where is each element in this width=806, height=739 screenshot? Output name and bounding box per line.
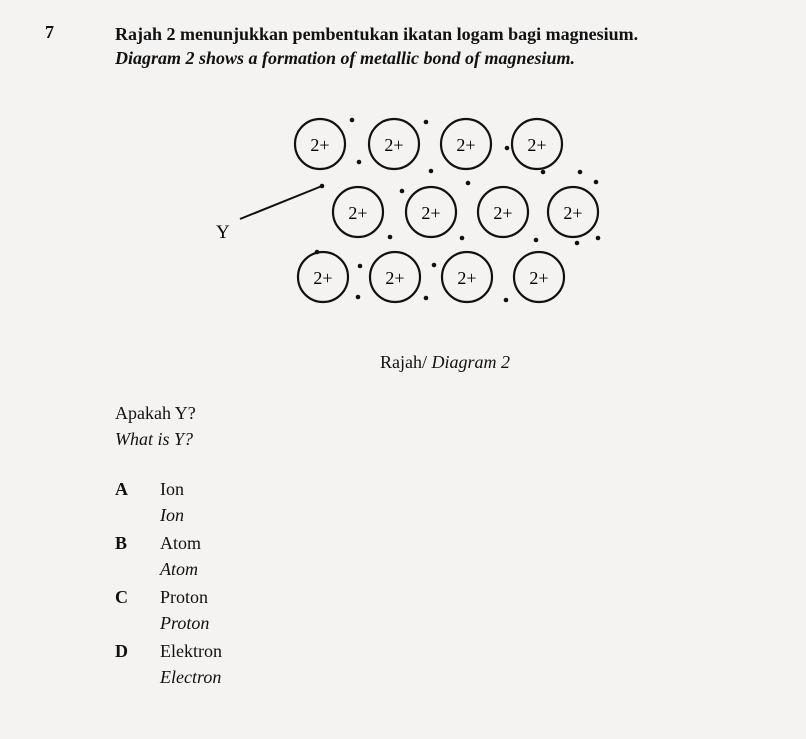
- magnesium-ion: [514, 252, 564, 302]
- option-text-malay: Elektron: [160, 641, 222, 661]
- magnesium-ion: [441, 119, 491, 169]
- option-text-english: Ion: [160, 505, 184, 525]
- ion-charge-label: 2+: [385, 268, 405, 288]
- electron-dot: [466, 181, 471, 186]
- electron-dot: [358, 264, 363, 269]
- electron-dot: [541, 170, 546, 175]
- electron-dot: [575, 241, 580, 246]
- pointer-line: [240, 186, 322, 219]
- stem-english: Diagram 2 shows a formation of metallic bond of magnesium.: [115, 48, 576, 68]
- electron-dot: [315, 250, 320, 255]
- option-text-english: Atom: [160, 559, 198, 579]
- option-text-malay: Proton: [160, 587, 209, 607]
- ion-charge-label: 2+: [456, 135, 476, 155]
- electron-dot: [388, 235, 393, 240]
- magnesium-ion: [548, 187, 598, 237]
- magnesium-ion: [370, 252, 420, 302]
- electron-dot: [505, 146, 510, 151]
- option-letter: D: [115, 641, 128, 661]
- question-number: 7: [45, 22, 54, 42]
- electron-dot: [424, 296, 429, 301]
- electron-dot: [429, 169, 434, 174]
- option-letter: A: [115, 479, 128, 499]
- option-letter: C: [115, 587, 128, 607]
- electron-dot: [357, 160, 362, 165]
- ion-charge-label: 2+: [527, 135, 547, 155]
- pointer-label-y: Y: [216, 222, 230, 243]
- electron-dot: [400, 189, 405, 194]
- ion-charge-label: 2+: [348, 203, 368, 223]
- caption-malay: Rajah/: [380, 352, 427, 372]
- ion-charge-label: 2+: [563, 203, 583, 223]
- ion-charge-label: 2+: [310, 135, 330, 155]
- electron-dot: [596, 236, 601, 241]
- prompt-malay: Apakah Y?: [115, 403, 196, 423]
- magnesium-ion: [478, 187, 528, 237]
- electron-dot: [350, 118, 355, 123]
- magnesium-ion: [333, 187, 383, 237]
- magnesium-ion: [406, 187, 456, 237]
- electron-dot: [356, 295, 361, 300]
- option-text-english: Proton: [160, 613, 210, 633]
- electron-dot: [432, 263, 437, 268]
- magnesium-ion: [298, 252, 348, 302]
- electron-dot: [504, 298, 509, 303]
- option-text-malay: Ion: [160, 479, 184, 499]
- electron-dot: [534, 238, 539, 243]
- ion-charge-label: 2+: [529, 268, 549, 288]
- diagram-caption: [380, 352, 510, 373]
- ion-charge-label: 2+: [493, 203, 513, 223]
- ion-charge-label: 2+: [384, 135, 404, 155]
- ion-charge-label: 2+: [313, 268, 333, 288]
- magnesium-ion: [295, 119, 345, 169]
- ion-charge-label: 2+: [421, 203, 441, 223]
- option-letter: B: [115, 533, 128, 553]
- electron-dot: [578, 170, 583, 175]
- magnesium-ion: [369, 119, 419, 169]
- electron-dot: [460, 236, 465, 241]
- prompt-english: What is Y?: [115, 429, 194, 449]
- magnesium-ion: [512, 119, 562, 169]
- option-text-malay: Atom: [160, 533, 202, 553]
- ion-charge-label: 2+: [457, 268, 477, 288]
- stem-malay: Rajah 2 menunjukkan pembentukan ikatan logam bagi magnesium.: [115, 24, 639, 44]
- electron-dot: [424, 120, 429, 125]
- option-text-english: Electron: [160, 667, 222, 687]
- caption-english: Diagram 2: [431, 352, 511, 372]
- question-prompt: [115, 400, 196, 452]
- magnesium-ion: [442, 252, 492, 302]
- electron-dot: [594, 180, 599, 185]
